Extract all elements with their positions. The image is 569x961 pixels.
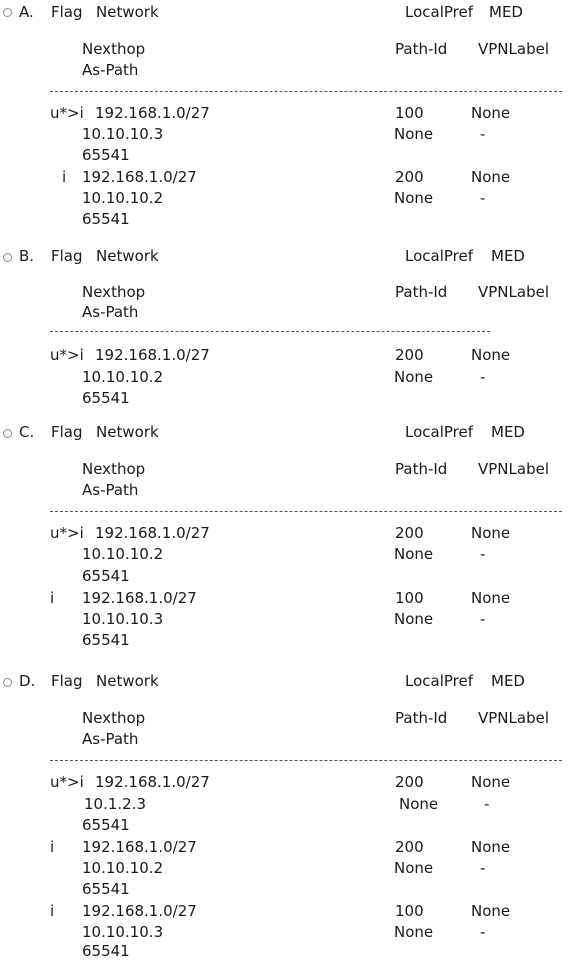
header-pathid: Path-Id — [395, 709, 448, 727]
route-pathid: None — [394, 859, 434, 877]
route-flag: u*>i — [50, 346, 84, 364]
header-localpref: LocalPref — [405, 423, 474, 441]
route-aspath: 65541 — [82, 389, 130, 407]
route-pathid: None — [394, 923, 434, 941]
option-a-radio[interactable] — [3, 8, 12, 17]
route-aspath: 65541 — [82, 816, 130, 834]
header-flag: Flag — [51, 3, 83, 21]
header-localpref: LocalPref — [405, 672, 474, 690]
route-flag: u*>i — [50, 524, 84, 542]
route-med: None — [471, 838, 511, 856]
header-localpref: LocalPref — [405, 3, 474, 21]
route-localpref: 200 — [395, 346, 424, 364]
route-vpnlabel: - — [480, 859, 486, 877]
route-med: None — [471, 589, 511, 607]
route-flag: u*>i — [50, 104, 84, 122]
header-med: MED — [491, 423, 525, 441]
header-vpnlabel: VPNLabel — [478, 283, 549, 301]
route-vpnlabel: - — [480, 368, 486, 386]
route-flag: i — [50, 902, 55, 920]
route-aspath: 65541 — [82, 631, 130, 649]
header-pathid: Path-Id — [395, 460, 448, 478]
header-med: MED — [491, 247, 525, 265]
route-vpnlabel: - — [480, 189, 486, 207]
route-med: None — [471, 902, 511, 920]
route-localpref: 200 — [395, 773, 424, 791]
separator — [50, 331, 490, 332]
route-localpref: 100 — [395, 902, 424, 920]
route-network: 192.168.1.0/27 — [95, 773, 210, 791]
header-network: Network — [96, 3, 159, 21]
route-pathid: None — [394, 610, 434, 628]
route-nexthop: 10.10.10.2 — [82, 545, 164, 563]
route-flag: u*>i — [50, 773, 84, 791]
route-vpnlabel: - — [480, 923, 486, 941]
route-nexthop: 10.10.10.3 — [82, 125, 164, 143]
route-vpnlabel: - — [480, 125, 486, 143]
header-vpnlabel: VPNLabel — [478, 40, 549, 58]
header-aspath: As-Path — [82, 730, 139, 748]
header-med: MED — [489, 3, 523, 21]
separator — [50, 760, 562, 761]
route-nexthop: 10.10.10.2 — [82, 189, 164, 207]
route-nexthop: 10.10.10.2 — [82, 368, 164, 386]
header-nexthop: Nexthop — [82, 40, 146, 58]
route-network: 192.168.1.0/27 — [95, 104, 210, 122]
route-pathid: None — [394, 125, 434, 143]
header-med: MED — [491, 672, 525, 690]
route-localpref: 200 — [395, 524, 424, 542]
header-network: Network — [96, 247, 159, 265]
separator — [50, 91, 562, 92]
route-localpref: 200 — [395, 838, 424, 856]
header-pathid: Path-Id — [395, 283, 448, 301]
route-network: 192.168.1.0/27 — [82, 838, 197, 856]
header-aspath: As-Path — [82, 303, 139, 321]
route-med: None — [471, 773, 511, 791]
header-network: Network — [96, 672, 159, 690]
option-d-letter[interactable]: D. — [19, 672, 36, 690]
option-c-radio[interactable] — [3, 429, 12, 438]
route-aspath: 65541 — [82, 210, 130, 228]
header-nexthop: Nexthop — [82, 283, 146, 301]
route-pathid: None — [394, 189, 434, 207]
route-vpnlabel: - — [480, 545, 486, 563]
route-network: 192.168.1.0/27 — [82, 168, 197, 186]
route-med: None — [471, 168, 511, 186]
header-nexthop: Nexthop — [82, 709, 146, 727]
route-pathid: None — [394, 545, 434, 563]
route-aspath: 65541 — [82, 567, 130, 585]
route-network: 192.168.1.0/27 — [82, 589, 197, 607]
route-network: 192.168.1.0/27 — [82, 902, 197, 920]
route-nexthop: 10.1.2.3 — [84, 795, 147, 813]
route-aspath: 65541 — [82, 146, 130, 164]
route-localpref: 200 — [395, 168, 424, 186]
route-nexthop: 10.10.10.3 — [82, 610, 164, 628]
header-aspath: As-Path — [82, 481, 139, 499]
route-vpnlabel: - — [484, 795, 490, 813]
route-nexthop: 10.10.10.3 — [82, 923, 164, 941]
route-flag: i — [50, 589, 55, 607]
route-vpnlabel: - — [480, 610, 486, 628]
route-flag: i — [50, 838, 55, 856]
route-aspath: 65541 — [82, 942, 130, 960]
route-med: None — [471, 104, 511, 122]
route-flag: i — [62, 168, 67, 186]
option-c-letter[interactable]: C. — [19, 423, 35, 441]
route-med: None — [471, 346, 511, 364]
option-a-letter[interactable]: A. — [19, 3, 34, 21]
route-network: 192.168.1.0/27 — [95, 346, 210, 364]
route-localpref: 100 — [395, 104, 424, 122]
route-nexthop: 10.10.10.2 — [82, 859, 164, 877]
header-localpref: LocalPref — [405, 247, 474, 265]
header-flag: Flag — [51, 672, 83, 690]
route-network: 192.168.1.0/27 — [95, 524, 210, 542]
route-localpref: 100 — [395, 589, 424, 607]
separator — [50, 511, 562, 512]
header-vpnlabel: VPNLabel — [478, 709, 549, 727]
option-b-letter[interactable]: B. — [19, 247, 35, 265]
route-med: None — [471, 524, 511, 542]
route-pathid: None — [399, 795, 439, 813]
header-vpnlabel: VPNLabel — [478, 460, 549, 478]
header-aspath: As-Path — [82, 61, 139, 79]
route-aspath: 65541 — [82, 880, 130, 898]
header-flag: Flag — [51, 423, 83, 441]
option-d-radio[interactable] — [3, 678, 12, 687]
header-pathid: Path-Id — [395, 40, 448, 58]
header-nexthop: Nexthop — [82, 460, 146, 478]
option-b-radio[interactable] — [3, 253, 12, 262]
header-flag: Flag — [51, 247, 83, 265]
route-pathid: None — [394, 368, 434, 386]
header-network: Network — [96, 423, 159, 441]
